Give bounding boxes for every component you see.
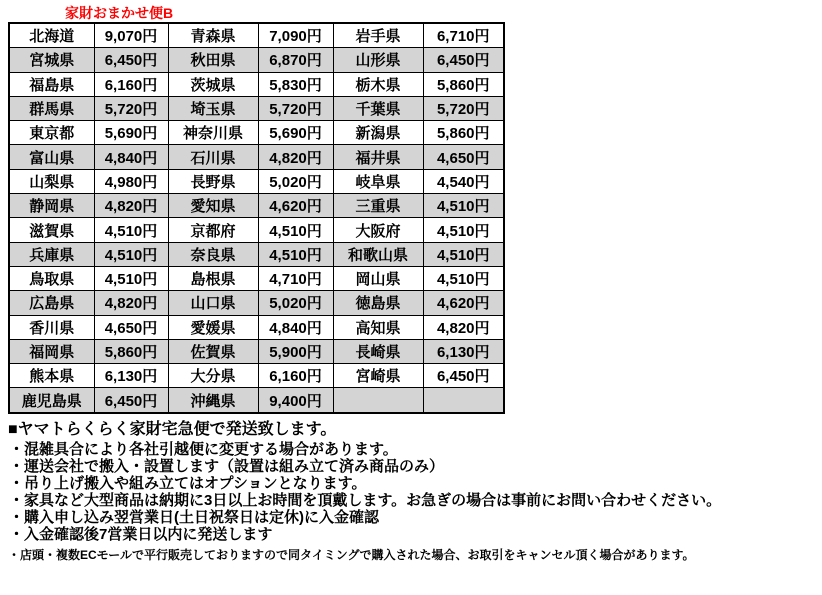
prefecture-cell: 大分県	[168, 364, 258, 388]
prefecture-cell: 熊本県	[9, 364, 94, 388]
price-cell: 4,510円	[423, 242, 504, 266]
price-cell: 5,690円	[94, 121, 168, 145]
price-cell: 4,820円	[258, 145, 333, 169]
table-row	[9, 23, 504, 48]
shipping-fee-table	[8, 22, 505, 414]
price-cell: 6,450円	[94, 48, 168, 72]
prefecture-cell: 宮崎県	[333, 364, 423, 388]
prefecture-cell: 新潟県	[333, 121, 423, 145]
prefecture-cell: 香川県	[9, 315, 94, 339]
price-cell: 6,450円	[94, 388, 168, 413]
prefecture-cell: 神奈川県	[168, 121, 258, 145]
price-cell: 5,900円	[258, 339, 333, 363]
shipping-fee-table-body	[9, 23, 504, 413]
prefecture-cell: 島根県	[168, 266, 258, 290]
price-cell: 4,620円	[258, 194, 333, 218]
price-cell: 6,870円	[258, 48, 333, 72]
prefecture-cell: 茨城県	[168, 72, 258, 96]
price-cell: 5,860円	[423, 121, 504, 145]
price-cell: 4,710円	[258, 266, 333, 290]
table-row	[9, 121, 504, 145]
price-cell: 4,510円	[94, 266, 168, 290]
price-cell: 6,130円	[94, 364, 168, 388]
price-cell: 6,160円	[258, 364, 333, 388]
price-cell: 5,020円	[258, 291, 333, 315]
price-cell: 6,450円	[423, 48, 504, 72]
prefecture-cell: 広島県	[9, 291, 94, 315]
price-cell: 4,620円	[423, 291, 504, 315]
price-cell: 4,840円	[94, 145, 168, 169]
prefecture-cell: 福岡県	[9, 339, 94, 363]
price-cell: 6,160円	[94, 72, 168, 96]
prefecture-cell: 山形県	[333, 48, 423, 72]
prefecture-cell: 北海道	[9, 23, 94, 48]
price-cell: 6,710円	[423, 23, 504, 48]
prefecture-cell: 山口県	[168, 291, 258, 315]
price-cell: 4,510円	[258, 218, 333, 242]
table-row	[9, 388, 504, 413]
prefecture-cell: 岡山県	[333, 266, 423, 290]
table-row	[9, 145, 504, 169]
prefecture-cell: 栃木県	[333, 72, 423, 96]
prefecture-cell: 滋賀県	[9, 218, 94, 242]
prefecture-cell: 富山県	[9, 145, 94, 169]
price-cell	[423, 388, 504, 413]
note-carry-in-setup: ・運送会社で搬入・設置します（設置は組み立て済み商品のみ）	[9, 458, 445, 475]
table-row	[9, 218, 504, 242]
table-row	[9, 194, 504, 218]
price-cell: 4,650円	[94, 315, 168, 339]
prefecture-cell: 沖縄県	[168, 388, 258, 413]
price-cell: 4,820円	[423, 315, 504, 339]
price-cell: 4,510円	[94, 218, 168, 242]
price-cell: 9,400円	[258, 388, 333, 413]
prefecture-cell: 長野県	[168, 169, 258, 193]
price-cell: 5,720円	[423, 96, 504, 120]
prefecture-cell: 鳥取県	[9, 266, 94, 290]
prefecture-cell: 千葉県	[333, 96, 423, 120]
price-cell: 5,860円	[423, 72, 504, 96]
price-cell: 6,450円	[423, 364, 504, 388]
table-row	[9, 242, 504, 266]
prefecture-cell: 静岡県	[9, 194, 94, 218]
price-cell: 4,510円	[423, 266, 504, 290]
parallel-sale-fine-print: ・店頭・複数ECモールで平行販売しておりますので同タイミングで購入された場合、お取引をキャンセル頂く場合があります。	[8, 548, 695, 562]
price-cell: 4,840円	[258, 315, 333, 339]
prefecture-cell: 鹿児島県	[9, 388, 94, 413]
prefecture-cell: 奈良県	[168, 242, 258, 266]
shipping-notes-list	[9, 441, 721, 543]
prefecture-cell: 愛媛県	[168, 315, 258, 339]
shipping-table-title: 家財おまかせ便B	[65, 5, 174, 21]
prefecture-cell: 東京都	[9, 121, 94, 145]
price-cell: 5,720円	[94, 96, 168, 120]
price-cell: 5,720円	[258, 96, 333, 120]
shipping-method-heading: ■ヤマトらくらく家財宅急便で発送致します。	[8, 421, 337, 438]
price-cell: 4,510円	[423, 194, 504, 218]
price-cell: 5,020円	[258, 169, 333, 193]
prefecture-cell	[333, 388, 423, 413]
note-lifting-option: ・吊り上げ搬入や組み立てはオプションとなります。	[9, 475, 367, 492]
note-large-item-leadtime: ・家具など大型商品は納期に3日以上お時間を頂戴します。お急ぎの場合は事前にお問い合わせください。	[9, 492, 722, 509]
price-cell: 5,860円	[94, 339, 168, 363]
note-congestion: ・混雑具合により各社引越便に変更する場合があります。	[9, 441, 398, 458]
price-cell: 5,690円	[258, 121, 333, 145]
price-cell: 7,090円	[258, 23, 333, 48]
prefecture-cell: 埼玉県	[168, 96, 258, 120]
prefecture-cell: 徳島県	[333, 291, 423, 315]
price-cell: 9,070円	[94, 23, 168, 48]
prefecture-cell: 大阪府	[333, 218, 423, 242]
prefecture-cell: 三重県	[333, 194, 423, 218]
price-cell: 6,130円	[423, 339, 504, 363]
prefecture-cell: 群馬県	[9, 96, 94, 120]
price-cell: 4,980円	[94, 169, 168, 193]
prefecture-cell: 石川県	[168, 145, 258, 169]
prefecture-cell: 和歌山県	[333, 242, 423, 266]
table-row	[9, 291, 504, 315]
price-cell: 4,820円	[94, 291, 168, 315]
note-ship-within-7days: ・入金確認後7営業日以内に発送します	[9, 526, 273, 543]
table-row	[9, 266, 504, 290]
price-cell: 4,510円	[258, 242, 333, 266]
prefecture-cell: 愛知県	[168, 194, 258, 218]
price-cell: 4,510円	[423, 218, 504, 242]
table-row	[9, 48, 504, 72]
table-row	[9, 339, 504, 363]
table-row	[9, 364, 504, 388]
prefecture-cell: 佐賀県	[168, 339, 258, 363]
prefecture-cell: 宮城県	[9, 48, 94, 72]
table-row	[9, 169, 504, 193]
prefecture-cell: 長崎県	[333, 339, 423, 363]
prefecture-cell: 山梨県	[9, 169, 94, 193]
note-payment-check: ・購入申し込み翌営業日(土日祝祭日は定休)に入金確認	[9, 509, 379, 526]
prefecture-cell: 兵庫県	[9, 242, 94, 266]
prefecture-cell: 高知県	[333, 315, 423, 339]
price-cell: 5,830円	[258, 72, 333, 96]
prefecture-cell: 岩手県	[333, 23, 423, 48]
prefecture-cell: 京都府	[168, 218, 258, 242]
table-row	[9, 96, 504, 120]
price-cell: 4,820円	[94, 194, 168, 218]
prefecture-cell: 岐阜県	[333, 169, 423, 193]
prefecture-cell: 秋田県	[168, 48, 258, 72]
price-cell: 4,540円	[423, 169, 504, 193]
prefecture-cell: 福井県	[333, 145, 423, 169]
table-row	[9, 315, 504, 339]
table-row	[9, 72, 504, 96]
price-cell: 4,650円	[423, 145, 504, 169]
price-cell: 4,510円	[94, 242, 168, 266]
prefecture-cell: 青森県	[168, 23, 258, 48]
prefecture-cell: 福島県	[9, 72, 94, 96]
